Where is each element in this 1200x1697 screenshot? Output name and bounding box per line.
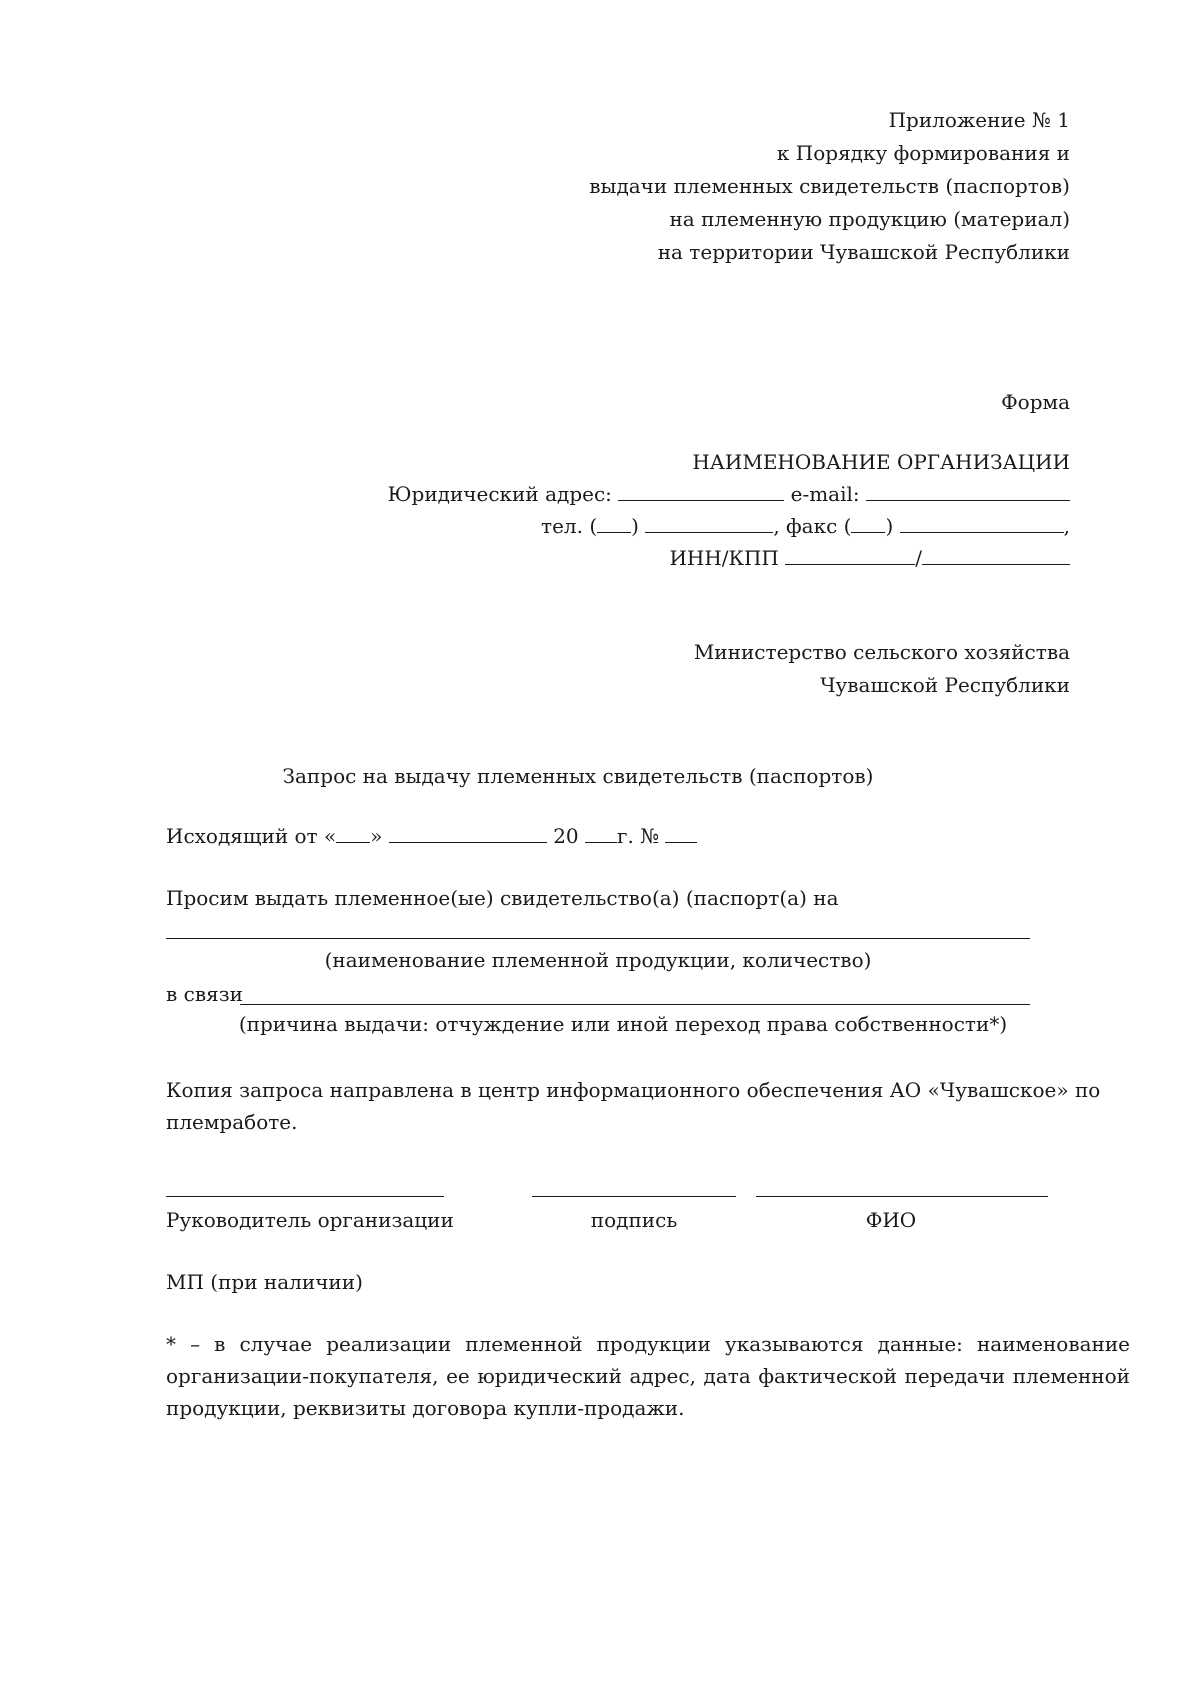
recipient-line-2: Чувашской Республики	[820, 673, 1070, 697]
fax-number-field[interactable]	[900, 512, 1064, 533]
email-label: e-mail:	[790, 482, 860, 506]
stamp-label: МП (при наличии)	[166, 1270, 363, 1294]
phone-row	[541, 512, 1070, 540]
organization-name: НАИМЕНОВАНИЕ ОРГАНИЗАЦИИ	[692, 450, 1070, 474]
address-row	[388, 480, 1070, 508]
reason-caption: (причина выдачи: отчуждение или иной переход права собственности*)	[238, 1012, 1008, 1036]
appendix-line-3: выдачи племенных свидетельств (паспортов)	[589, 174, 1070, 198]
tel-close: )	[631, 514, 639, 538]
request-title: Запрос на выдачу племенных свидетельств (паспортов)	[282, 764, 874, 788]
sign-line[interactable]	[532, 1196, 736, 1197]
recipient-line-1: Министерство сельского хозяйства	[693, 640, 1070, 664]
reason-label: в связи	[166, 982, 243, 1006]
appendix-number: Приложение № 1	[888, 108, 1070, 132]
outgoing-label: Исходящий от «	[166, 824, 337, 848]
inn-field[interactable]	[785, 544, 915, 565]
head-label: Руководитель организации	[166, 1208, 454, 1232]
year-prefix: 20	[553, 824, 579, 848]
tel-code-field[interactable]	[597, 512, 631, 533]
outgoing-row	[166, 822, 697, 850]
outgoing-number-field[interactable]	[665, 822, 697, 843]
appendix-line-5: на территории Чувашской Республики	[657, 240, 1070, 264]
product-input-line[interactable]	[166, 938, 1030, 939]
fax-code-field[interactable]	[851, 512, 885, 533]
year-field[interactable]	[585, 822, 617, 843]
inn-row	[669, 544, 1070, 572]
appendix-line-2: к Порядку формирования и	[776, 141, 1070, 165]
inn-separator: /	[915, 546, 922, 570]
request-body: Просим выдать племенное(ые) свидетельство(а) (паспорт(а) на	[166, 886, 839, 910]
footnote-line-3: продукции, реквизиты договора купли-продажи.	[166, 1396, 685, 1420]
reason-input-line[interactable]	[240, 1004, 1030, 1005]
head-signature-line[interactable]	[166, 1196, 444, 1197]
tel-number-field[interactable]	[645, 512, 773, 533]
tel-label: тел. (	[541, 514, 598, 538]
sign-label: подпись	[590, 1208, 678, 1232]
footnote	[166, 1328, 1130, 1424]
name-label: ФИО	[865, 1208, 917, 1232]
phone-row-comma: ,	[1063, 514, 1070, 538]
copy-note-line-2: племработе.	[166, 1110, 298, 1134]
footnote-line-1: * – в случае реализации племенной продукции указываются данные: наименование	[166, 1332, 1130, 1356]
fax-label: , факс (	[773, 514, 852, 538]
outgoing-quote-close: »	[370, 824, 383, 848]
name-line[interactable]	[756, 1196, 1048, 1197]
email-field[interactable]	[866, 480, 1070, 501]
kpp-field[interactable]	[922, 544, 1070, 565]
outgoing-month-field[interactable]	[389, 822, 547, 843]
inn-label: ИНН/КПП	[669, 546, 779, 570]
year-suffix: г. №	[617, 824, 660, 848]
footnote-line-2: организации-покупателя, ее юридический адрес, дата фактической передачи племенной	[166, 1364, 1130, 1388]
fax-close: )	[885, 514, 894, 538]
copy-note-line-1: Копия запроса направлена в центр информационного обеспечения АО «Чувашское» по	[166, 1078, 1101, 1102]
form-label: Форма	[1001, 390, 1070, 414]
outgoing-day-field[interactable]	[336, 822, 370, 843]
address-field[interactable]	[618, 480, 784, 501]
product-caption: (наименование племенной продукции, количество)	[324, 948, 872, 972]
address-label: Юридический адрес:	[387, 482, 612, 506]
appendix-line-4: на племенную продукцию (материал)	[669, 207, 1070, 231]
